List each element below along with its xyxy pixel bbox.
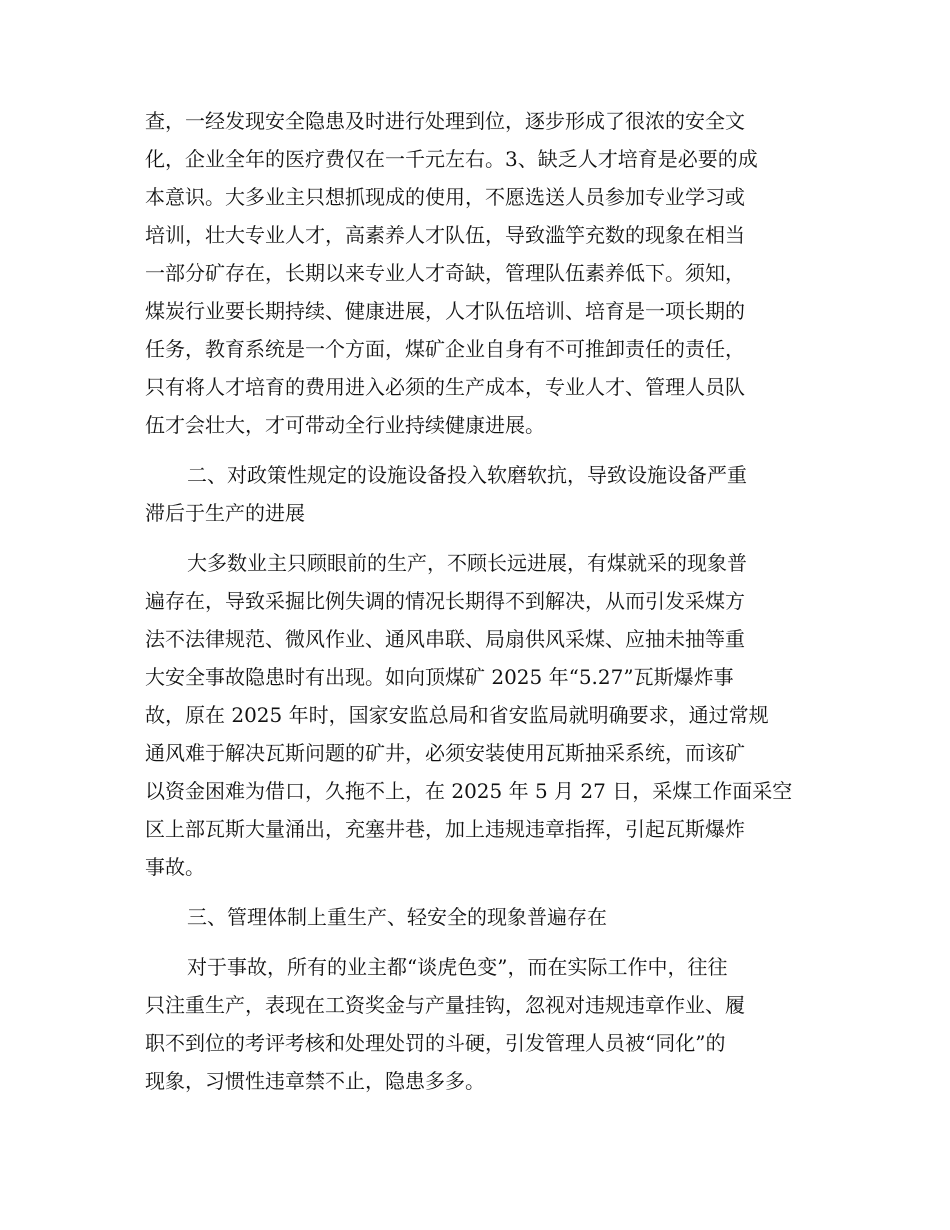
text-line: 对于事故，所有的业主都“谈虎色变”，而在实际工作中，往往 bbox=[187, 955, 728, 979]
text-line: 区上部瓦斯大量涌出，充塞井巷，加上违规违章指挥，引起瓦斯爆炸 bbox=[145, 817, 745, 841]
text-line: 任务，教育系统是一个方面，煤矿企业自身有不可推卸责任的责任， bbox=[145, 337, 745, 361]
text-line: 职不到位的考评考核和处理处罚的斗硬，引发管理人员被“同化”的 bbox=[145, 1031, 726, 1055]
text-line: 大多数业主只顾眼前的生产，不顾长远进展，有煤就采的现象普 bbox=[187, 551, 747, 575]
text-line: 本意识。大多业主只想抓现成的使用，不愿选送人员参加专业学习或 bbox=[145, 185, 745, 209]
text-line: 大安全事故隐患时有出现。如向顶煤矿 2025 年“5.27”瓦斯爆炸事 bbox=[145, 665, 734, 689]
text-line: 事故。 bbox=[145, 855, 205, 879]
text-line: 伍才会壮大，才可带动全行业持续健康进展。 bbox=[145, 413, 545, 437]
text-line: 一部分矿存在，长期以来专业人才奇缺，管理队伍素养低下。须知， bbox=[145, 261, 745, 285]
text-line: 煤炭行业要长期持续、健康进展，人才队伍培训、培育是一项长期的 bbox=[145, 299, 745, 323]
section-heading: 二、对政策性规定的设施设备投入软磨软抗，导致设施设备严重 bbox=[187, 463, 747, 487]
text-line: 查，一经发现安全隐患及时进行处理到位，逐步形成了很浓的安全文 bbox=[145, 109, 745, 133]
text-line: 通风难于解决瓦斯问题的矿井，必须安装使用瓦斯抽采系统，而该矿 bbox=[145, 741, 745, 765]
text-line: 培训，壮大专业人才，高素养人才队伍，导致滥竽充数的现象在相当 bbox=[145, 223, 745, 247]
text-line: 化，企业全年的医疗费仅在一千元左右。3、缺乏人才培育是必要的成 bbox=[145, 147, 758, 171]
text-line: 只注重生产，表现在工资奖金与产量挂钩，忽视对违规违章作业、履 bbox=[145, 993, 745, 1017]
text-line: 现象，习惯性违章禁不止，隐患多多。 bbox=[145, 1069, 485, 1093]
section-heading: 三、管理体制上重生产、轻安全的现象普遍存在 bbox=[187, 905, 607, 929]
text-line: 故，原在 2025 年时，国家安监总局和省安监局就明确要求，通过常规 bbox=[145, 703, 769, 727]
section-heading: 滞后于生产的进展 bbox=[145, 501, 305, 525]
text-line: 只有将人才培育的费用进入必须的生产成本，专业人才、管理人员队 bbox=[145, 375, 745, 399]
text-line: 以资金困难为借口，久拖不上，在 2025 年 5 月 27 日，采煤工作面采空 bbox=[145, 779, 793, 803]
text-line: 遍存在，导致采掘比例失调的情况长期得不到解决，从而引发采煤方 bbox=[145, 589, 745, 613]
text-line: 法不法律规范、微风作业、通风串联、局扇供风采煤、应抽未抽等重 bbox=[145, 627, 745, 651]
